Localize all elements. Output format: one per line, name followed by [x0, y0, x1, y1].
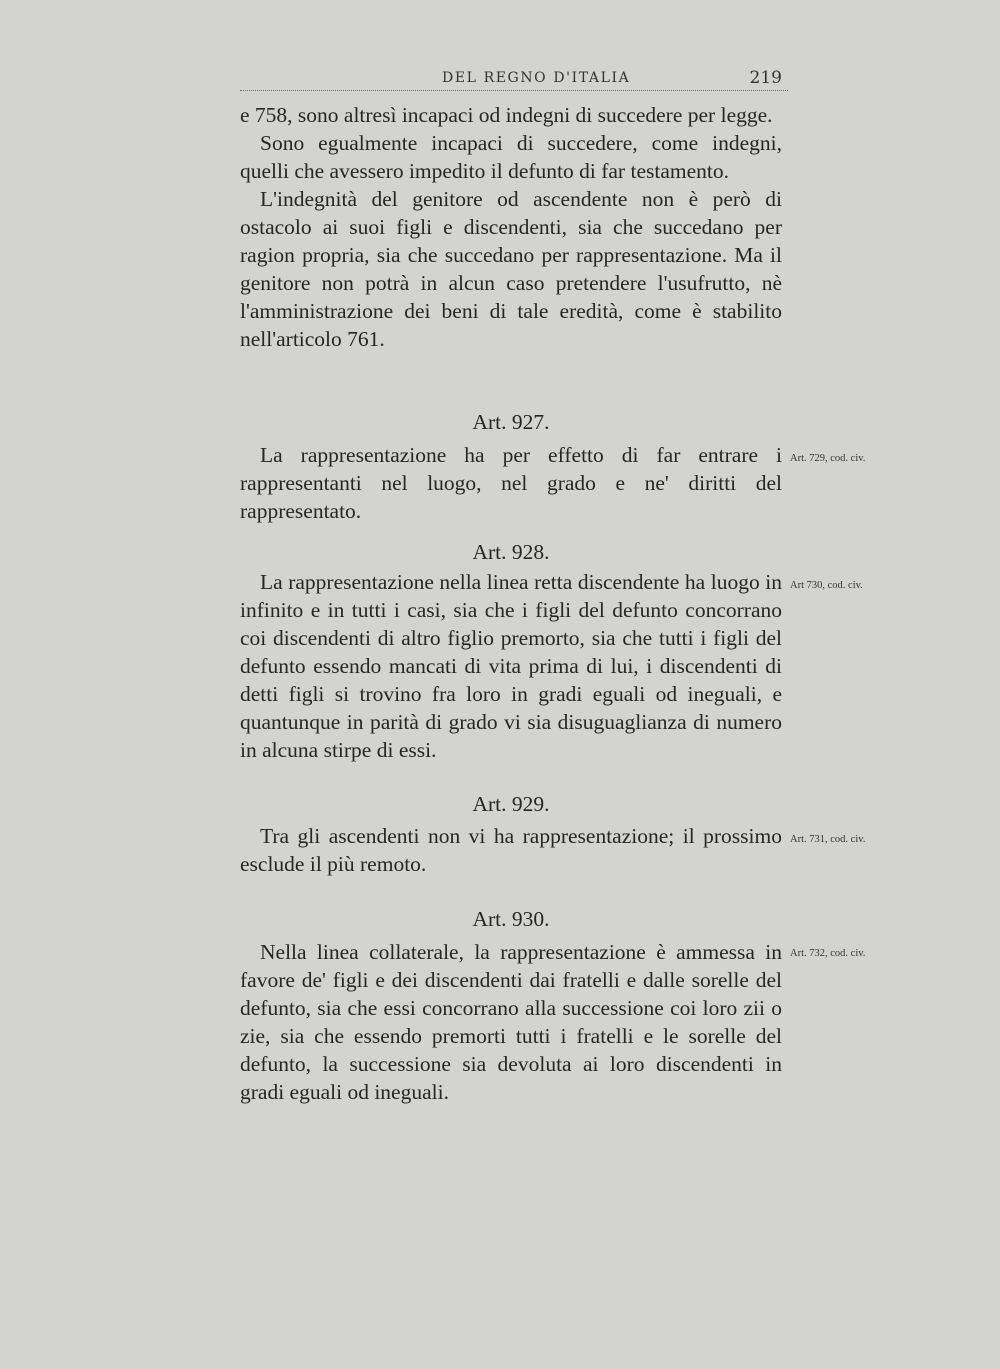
article-paragraph: La rappresentazione nella linea retta discendente ha luogo in infinito e in tutti i casi, sia che i figli del defunto concorrano coi discendenti di altro figlio premorto, sia che tutti i figli del defunto essendo mancati di vita prima di lui, i discendenti di detti figli si trovino fra loro in gradi eguali od ineguali, e quantunque in parità di grado vi sia disuguaglianza di numero in alcuna stirpe di essi.: [240, 570, 782, 762]
article-text: [240, 822, 782, 878]
article-heading: Art. 927.: [472, 410, 550, 434]
article-paragraph: Nella linea collaterale, la rappresentazione è ammessa in favore de' figli e dei discendenti dai fratelli e dalle sorelle del defunto, sia che essi concorrano alla successione coi loro zii o zie, sia che essendo premorti tutti i fratelli e le sorelle del defunto, la successione sia devoluta ai loro discendenti in gradi eguali od ineguali.: [240, 940, 782, 1104]
running-title: DEL REGNO D'ITALIA: [442, 70, 631, 86]
side-note: Art 730, cod. civ.: [790, 580, 863, 591]
article-heading: Art. 930.: [472, 907, 550, 931]
paragraph: L'indegnità del genitore od ascendente non è però di ostacolo ai suoi figli e discendenti, sia che succedano per ragion propria, sia che succedano per rappresentazione. Ma il genitore non potrà in alcun caso pretendere l'usufrutto, nè l'amministrazione dei beni di tale eredità, come è stabilito nell'articolo 761.: [240, 187, 782, 351]
side-note: Art. 732, cod. civ.: [790, 948, 866, 959]
article-heading: Art. 928.: [472, 540, 550, 564]
article-paragraph: Tra gli ascendenti non vi ha rappresentazione; il prossimo esclude il più remoto.: [240, 824, 782, 876]
continuation-text: [240, 101, 782, 353]
article-paragraph: La rappresentazione ha per effetto di far entrare i rappresentanti nel luogo, nel grado e ne' diritti del rappresentato.: [240, 443, 782, 523]
paragraph: e 758, sono altresì incapaci od indegni di succedere per legge.: [240, 103, 773, 127]
side-note: Art. 731, cod. civ.: [790, 834, 866, 845]
page-number: 219: [749, 68, 782, 88]
article-heading: Art. 929.: [472, 792, 550, 816]
article-text: [240, 938, 782, 1106]
header-rule: [240, 90, 788, 91]
running-head: [240, 64, 788, 94]
side-note: Art. 729, cod. civ.: [790, 453, 866, 464]
article-text: [240, 568, 782, 764]
paragraph: Sono egualmente incapaci di succedere, come indegni, quelli che avessero impedito il defunto di far testamento.: [240, 131, 782, 183]
article-text: [240, 441, 782, 525]
